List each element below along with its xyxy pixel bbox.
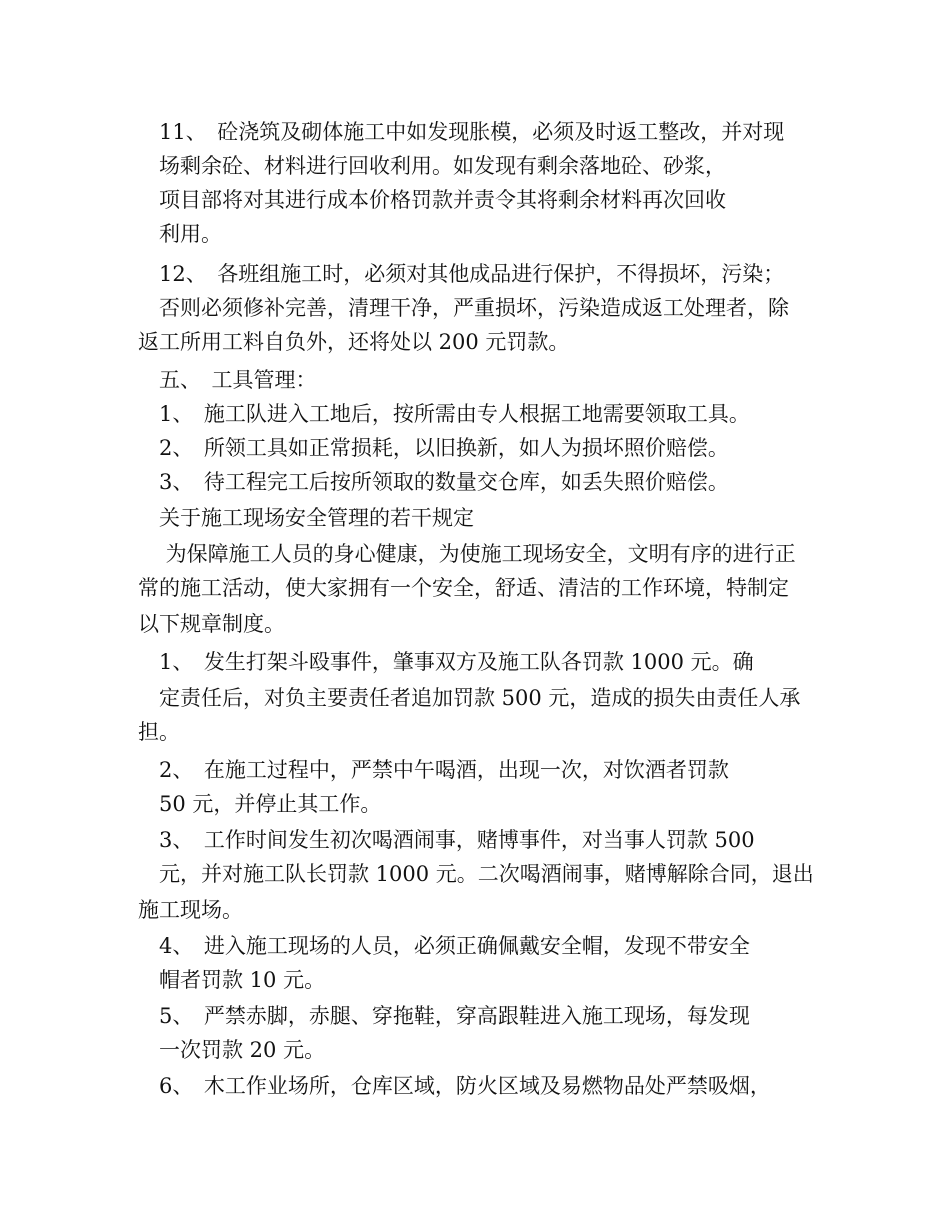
- text-line: 元，并对施工队长罚款 1000 元。二次喝酒闹事，赌博解除合同，退出: [138, 862, 814, 886]
- text-line: 施工现场。: [138, 898, 243, 922]
- text-line: 2、 所领工具如正常损耗，以旧换新，如人为损坏照价赔偿。: [138, 436, 729, 460]
- text-line: 常的施工活动，使大家拥有一个安全，舒适、清洁的工作环境，特制定: [138, 576, 789, 600]
- text-line: 5、 严禁赤脚，赤腿、穿拖鞋，穿高跟鞋进入施工现场，每发现: [138, 1004, 750, 1028]
- text-line: 11、 砼浇筑及砌体施工中如发现胀模，必须及时返工整改，并对现: [138, 120, 785, 144]
- document-title: 关于施工现场安全管理的若干规定: [138, 506, 474, 530]
- text-line: 4、 进入施工现场的人员，必须正确佩戴安全帽，发现不带安全: [138, 934, 750, 958]
- text-line: 3、 待工程完工后按所领取的数量交仓库，如丢失照价赔偿。: [138, 470, 729, 494]
- text-line: 3、 工作时间发生初次喝酒闹事，赌博事件，对当事人罚款 500: [138, 828, 755, 852]
- text-line: 2、 在施工过程中，严禁中午喝酒，出现一次，对饮酒者罚款: [138, 758, 729, 782]
- text-line: 定责任后，对负主要责任者追加罚款 500 元，造成的损失由责任人承: [138, 686, 801, 710]
- text-line: 为保障施工人员的身心健康，为使施工现场安全，文明有序的进行正: [138, 542, 796, 566]
- text-line: 帽者罚款 10 元。: [138, 968, 326, 992]
- text-line: 项目部将对其进行成本价格罚款并责令其将剩余材料再次回收: [138, 188, 726, 212]
- text-line: 12、 各班组施工时，必须对其他成品进行保护，不得损坏，污染；: [138, 262, 785, 286]
- text-line: 50 元，并停止其工作。: [138, 792, 382, 816]
- text-line: 场剩余砼、材料进行回收利用。如发现有剩余落地砼、砂浆，: [138, 154, 726, 178]
- text-line: 一次罚款 20 元。: [138, 1038, 326, 1062]
- text-line: 以下规章制度。: [138, 612, 285, 636]
- text-line: 1、 发生打架斗殴事件，肇事双方及施工队各罚款 1000 元。确: [138, 650, 754, 674]
- text-line: 否则必须修补完善，清理干净，严重损坏，污染造成返工处理者，除: [138, 296, 789, 320]
- text-line: 返工所用工料自负外，还将处以 200 元罚款。: [138, 330, 570, 354]
- section-heading: 五、 工具管理：: [138, 368, 317, 392]
- text-line: 利用。: [138, 222, 222, 246]
- text-line: 1、 施工队进入工地后，按所需由专人根据工地需要领取工具。: [138, 402, 750, 426]
- text-line: 担。: [138, 720, 180, 744]
- text-line: 6、 木工作业场所，仓库区域，防火区域及易燃物品处严禁吸烟，: [138, 1074, 771, 1098]
